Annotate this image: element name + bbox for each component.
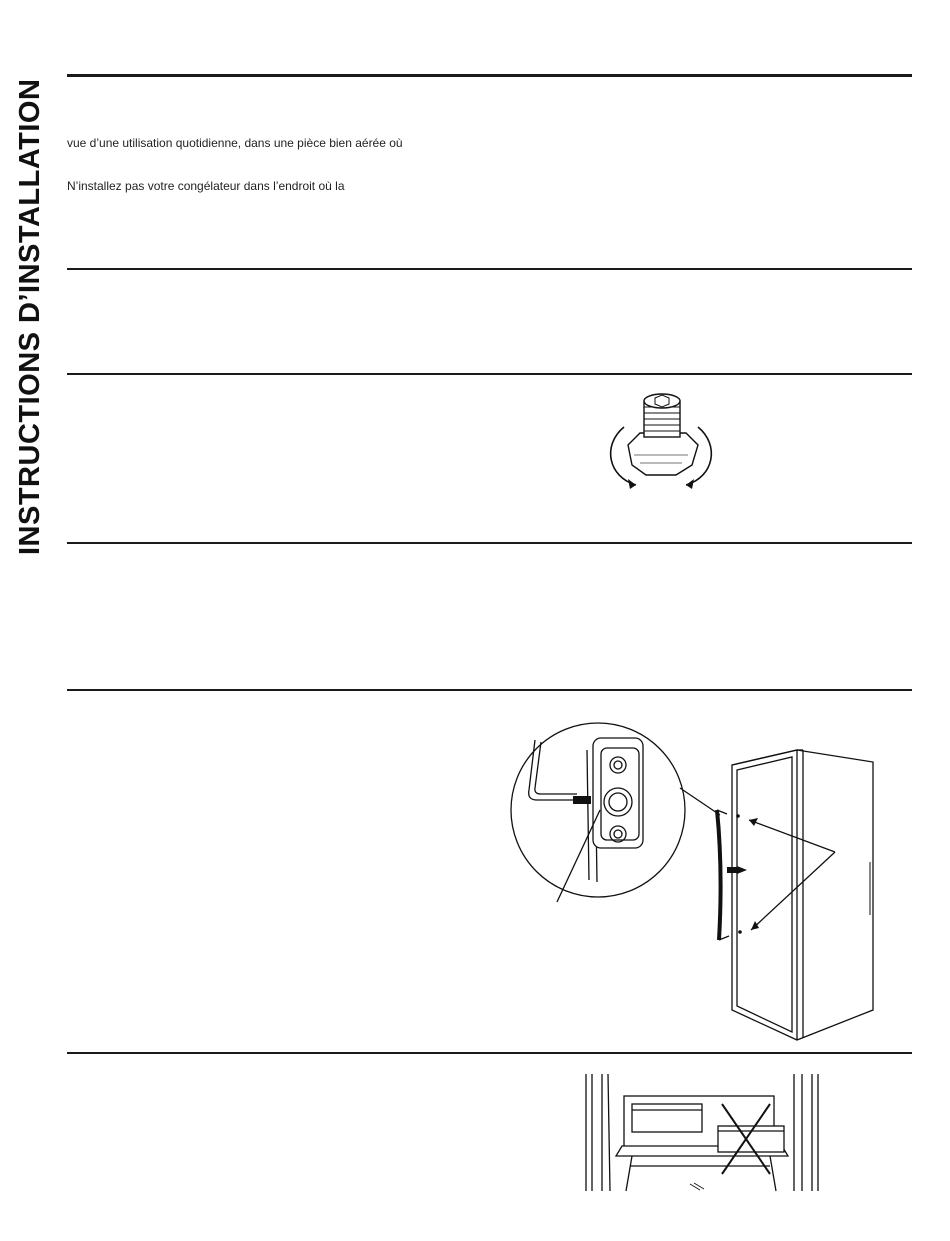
leveling-leg-illustration bbox=[600, 385, 725, 500]
section-divider-4 bbox=[67, 542, 912, 544]
location-text-line-1: vue d’une utilisation quotidienne, dans une pièce bien aérée où bbox=[67, 136, 403, 150]
section-divider-2 bbox=[67, 268, 912, 270]
location-text-line-2: N’installez pas votre congélateur dans l’endroit où la bbox=[67, 179, 345, 193]
section-divider-top bbox=[67, 74, 912, 77]
section-divider-6 bbox=[67, 1052, 912, 1054]
section-divider-3 bbox=[67, 373, 912, 375]
shelf-storage-illustration bbox=[580, 1074, 825, 1191]
side-section-title: INSTRUCTIONS D’INSTALLATION bbox=[14, 78, 46, 555]
section-divider-5 bbox=[67, 689, 912, 691]
handle-install-illustration bbox=[505, 710, 885, 1050]
